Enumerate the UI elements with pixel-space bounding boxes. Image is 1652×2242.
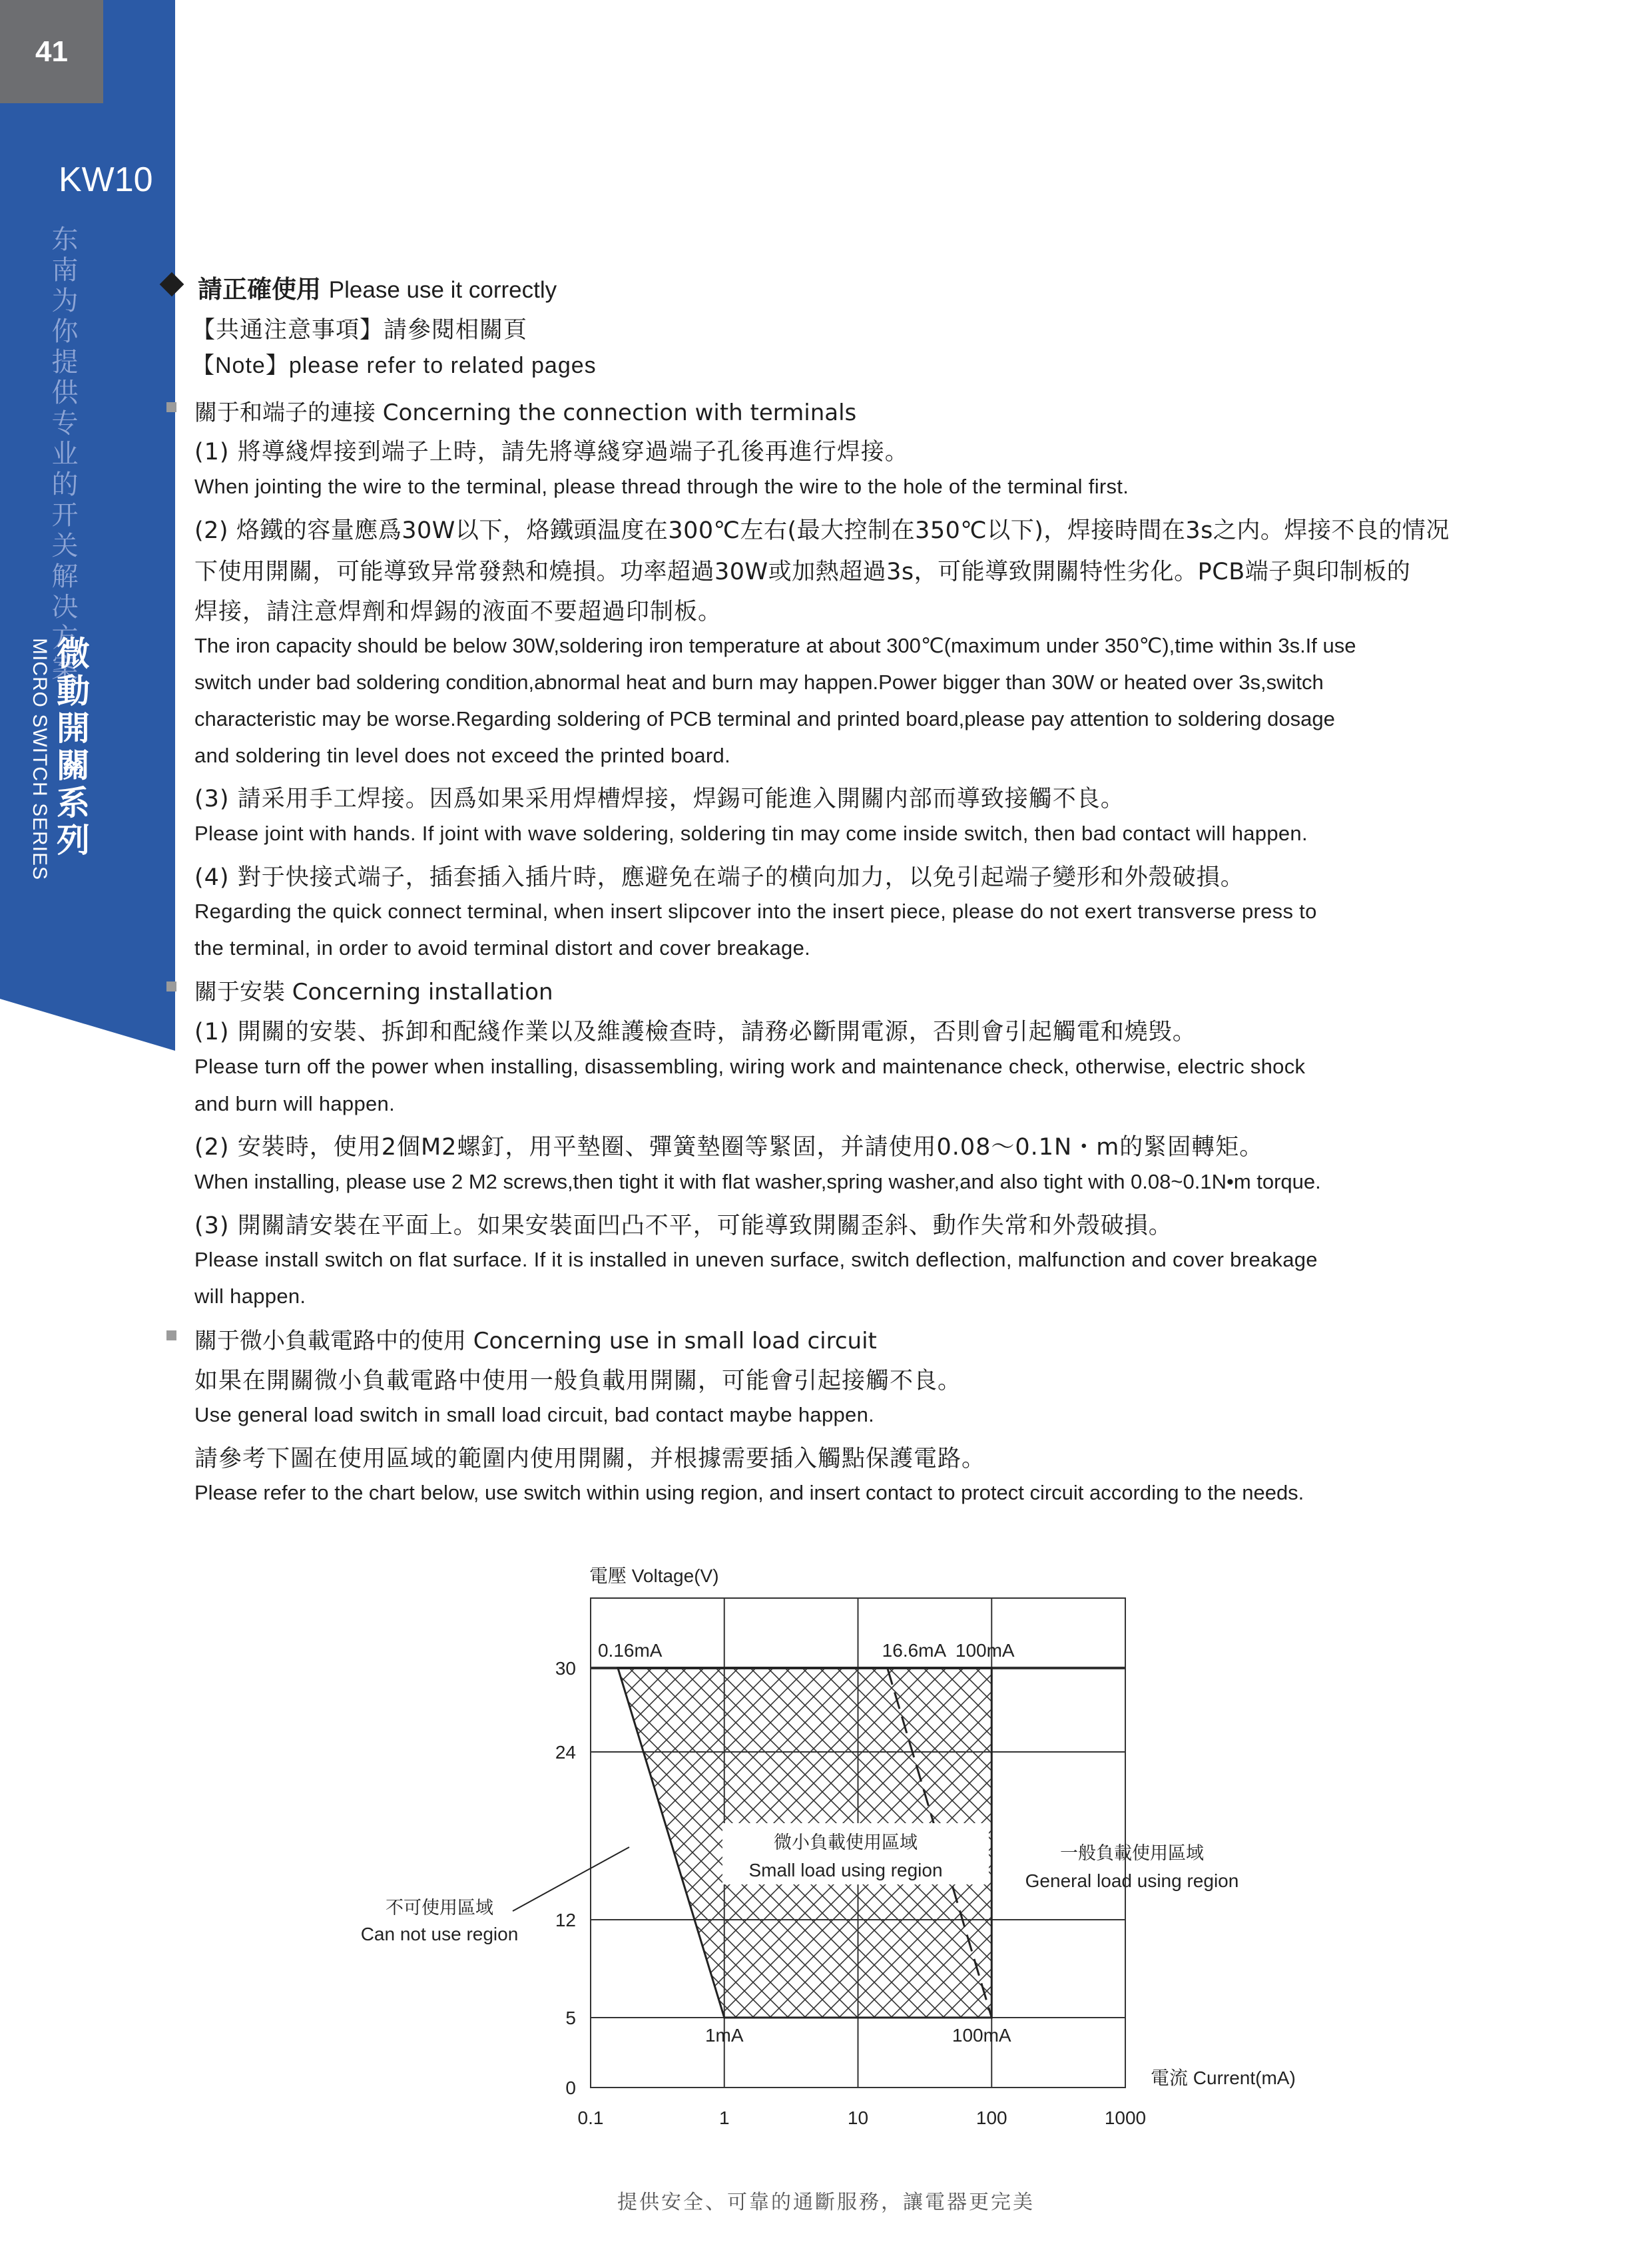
page-number: 41 — [0, 0, 103, 103]
y-tick-label: 0 — [565, 2078, 576, 2098]
installation-p3-cn: (3) 開關請安裝在平面上。如果安裝面凹凸不平，可能導致開關歪斜、動作失常和外殼破損。 — [194, 1213, 1173, 1239]
section-title-installation: 關于安裝 Concerning installation — [194, 979, 553, 1005]
x-tick-label: 100 — [975, 2107, 1007, 2128]
small-region-label-en: Small load using region — [748, 1860, 943, 1880]
heading-cn: 請正確使用 — [198, 275, 321, 304]
installation-p1-cn: (1) 開關的安裝、拆卸和配綫作業以及維護檢查時，請務必斷開電源，否則會引起觸電和燒毁。 — [194, 1019, 1197, 1045]
x-axis-label: 電流 Current(mA) — [1151, 2068, 1296, 2088]
small-load-p2-en: Please refer to the chart below, use switch within using region, and insert contact to protect circuit according to the needs. — [194, 1481, 1304, 1504]
terminals-p2-en-4: and soldering tin level does not exceed the printed board. — [194, 744, 730, 767]
installation-p3-en-1: Please install switch on flat surface. If it is installed in uneven surface, switch deflection, malfunction and cover breakage — [194, 1248, 1318, 1271]
current-annotation: 100mA — [955, 1640, 1015, 1661]
terminals-p3-cn: (3) 請采用手工焊接。因爲如果采用焊槽焊接，焊錫可能進入開關内部而導致接觸不良。 — [194, 786, 1125, 812]
small-load-p1-cn: 如果在開關微小負載電路中使用一般負載用開關，可能會引起接觸不良。 — [194, 1368, 962, 1394]
terminals-p2-cn-3: 焊接，請注意焊劑和焊錫的液面不要超過印制板。 — [194, 599, 722, 625]
general-region-label-en: General load using region — [1025, 1870, 1239, 1891]
model-label: KW10 — [59, 160, 153, 199]
small-load-p1-en: Use general load switch in small load circuit, bad contact maybe happen. — [194, 1403, 875, 1426]
y-axis-label: 電壓 Voltage(V) — [589, 1565, 719, 1586]
installation-p2-cn: (2) 安裝時，使用2個M2螺釘，用平墊圈、彈簧墊圈等緊固，并請使用0.08～0.1N・m的緊固轉矩。 — [194, 1134, 1264, 1161]
square-bullet-icon — [166, 1330, 176, 1340]
small-load-p2-cn: 請參考下圖在使用區域的範圍内使用開關，并根據需要插入觸點保護電路。 — [194, 1446, 986, 1472]
cannot-region-pointer — [513, 1847, 629, 1911]
section-title-small-load: 關于微小負載電路中的使用 Concerning use in small load circuit — [194, 1328, 877, 1354]
note-en: 【Note】please refer to related pages — [192, 353, 597, 378]
load-region-chart — [333, 1545, 1372, 2131]
installation-p1-en-2: and burn will happen. — [194, 1092, 396, 1115]
current-annotation: 100mA — [952, 2025, 1011, 2046]
terminals-p1-en: When jointing the wire to the terminal, please thread through the wire to the hole of the terminal first. — [194, 475, 1129, 498]
terminals-p2-en-3: characteristic may be worse.Regarding soldering of PCB terminal and printed board,please pay attention to soldering dosage — [194, 707, 1335, 730]
current-annotation: 1mA — [704, 2025, 744, 2046]
installation-p2-en: When installing, please use 2 M2 screws,then tight it with flat washer,spring washer,and also tight with 0.08~0.1N•m torque. — [194, 1170, 1321, 1193]
terminals-p2-cn-2: 下使用開關，可能導致异常發熱和燒損。功率超過30W或加熱超過3s，可能導致開關特性劣化。PCB端子與印制板的 — [194, 559, 1411, 585]
terminals-p1-cn: (1) 將導綫焊接到端子上時，請先將導綫穿過端子孔後再進行焊接。 — [194, 439, 909, 465]
heading — [198, 269, 557, 305]
square-bullet-icon — [166, 981, 176, 991]
series-title-en: MICRO SWITCH SERIES — [29, 638, 51, 881]
cannot-region-label-en: Can not use region — [360, 1924, 519, 1944]
x-tick-label: 1000 — [1104, 2107, 1147, 2128]
current-annotation: 16.6mA — [882, 1640, 947, 1661]
footer-slogan: 提供安全、可靠的通斷服務，讓電器更完美 — [617, 2191, 1035, 2214]
x-tick-label: 0.1 — [577, 2107, 604, 2128]
general-region-label-cn: 一般負載使用區域 — [1060, 1843, 1204, 1864]
terminals-p2-en-2: switch under bad soldering condition,abnormal heat and burn may happen.Power bigger than 30W or heated over 3s,switch — [194, 671, 1324, 694]
x-tick-label: 10 — [847, 2107, 869, 2128]
y-tick-label: 12 — [555, 1910, 576, 1930]
terminals-p3-en: Please joint with hands. If joint with wave soldering, soldering tin may come inside switch, then bad contact will happen. — [194, 822, 1308, 845]
current-annotation: 0.16mA — [597, 1640, 663, 1661]
terminals-p4-en-1: Regarding the quick connect terminal, when insert slipcover into the insert piece, please do not exert transverse press to — [194, 900, 1317, 923]
cannot-region-label-cn: 不可使用區域 — [386, 1898, 493, 1918]
square-bullet-icon — [166, 402, 176, 412]
installation-p3-en-2: will happen. — [194, 1284, 306, 1308]
terminals-p4-en-2: the terminal, in order to avoid terminal distort and cover breakage. — [194, 936, 811, 960]
installation-p1-en-1: Please turn off the power when installing, disassembling, wiring work and maintenance check, otherwise, electric shock — [194, 1055, 1306, 1078]
small-region-label-cn: 微小負載使用區域 — [774, 1832, 918, 1853]
x-tick-label: 1 — [718, 2107, 730, 2128]
section-title-terminals: 關于和端子的連接 Concerning the connection with terminals — [194, 400, 857, 426]
y-tick-label: 5 — [565, 2008, 576, 2028]
terminals-p2-en-1: The iron capacity should be below 30W,soldering iron temperature at about 300℃(maximum under 350℃),time within 3s.If use — [194, 634, 1356, 657]
sidebar-slogan: 东南为你提供专业的开关解决方案 — [47, 225, 78, 685]
note-cn: 【共通注意事項】請參閱相關頁 — [192, 317, 528, 344]
sidebar-band — [0, 0, 175, 1052]
y-tick-label: 24 — [555, 1742, 576, 1763]
terminals-p4-cn: (4) 對于快接式端子，插套插入插片時，應避免在端子的横向加力，以免引起端子變形和外殼破損。 — [194, 864, 1244, 891]
y-tick-label: 30 — [555, 1658, 576, 1679]
terminals-p2-cn-1: (2) 烙鐵的容量應爲30W以下，烙鐵頭温度在300℃左右(最大控制在350℃以下)，焊接時間在3s之内。焊接不良的情况 — [194, 517, 1450, 544]
series-title-cn: 微動開關系列 — [51, 636, 90, 860]
heading-en: Please use it correctly — [328, 277, 557, 303]
